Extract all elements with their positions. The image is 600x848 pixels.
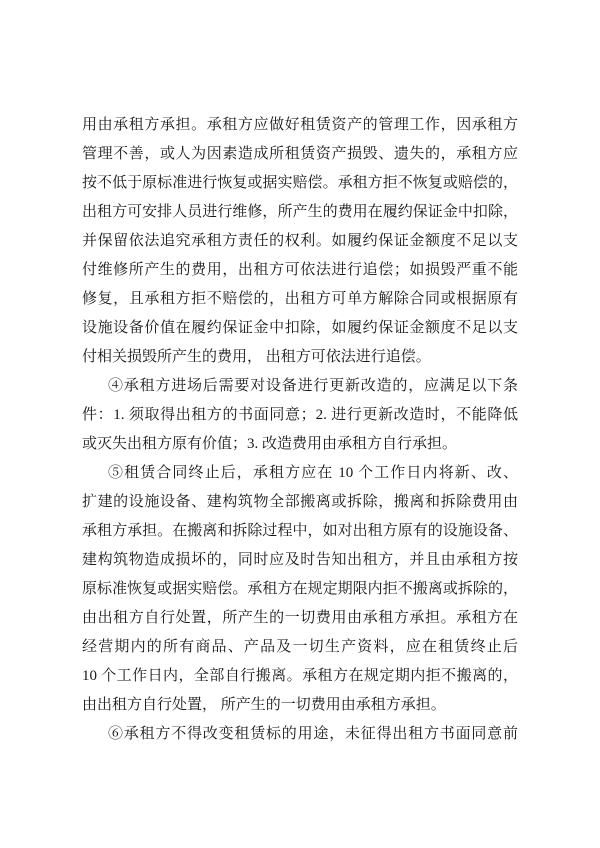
text-line: 设施设备价值在履约保证金中扣除，如履约保证金额度不足以支 [82, 320, 518, 336]
text-line-clause-6-start: ⑥承租方不得改变租赁标的用途，未征得出租方书面同意前 [108, 726, 518, 742]
text-line-clause-4-start: ④承租方进场后需要对设备进行更新改造的，应满足以下条 [108, 378, 518, 394]
text-line-clause-5-start: ⑤租赁合同终止后，承租方应在 10 个工作日内将新、改、 [108, 465, 518, 481]
text-line: 原标准恢复或据实赔偿。承租方在规定期限内拒不搬离或拆除的， [82, 581, 518, 597]
text-line: 10 个工作日内，全部自行搬离。承租方在规定期内拒不搬离的， [82, 668, 518, 684]
text-line-paragraph-end: 付相关损毁所产生的费用， 出租方可依法进行追偿。 [82, 349, 431, 365]
text-line-paragraph-end: 由出租方自行处置， 所产生的一切费用由承租方承担。 [82, 697, 446, 713]
text-line: 扩建的设施设备、建构筑物全部搬离或拆除，搬离和拆除费用由 [82, 494, 518, 510]
text-line: 并保留依法追究承租方责任的权利。如履约保证金额度不足以支 [82, 233, 518, 249]
text-line: 付维修所产生的费用，出租方可依法进行追偿；如损毁严重不能 [82, 262, 518, 278]
text-line: 件：1. 须取得出租方的书面同意；2. 进行更新改造时，不能降低 [82, 407, 518, 423]
text-line: 按不低于原标准进行恢复或据实赔偿。承租方拒不恢复或赔偿的， [82, 175, 518, 191]
text-line: 承租方承担。在搬离和拆除过程中，如对出租方原有的设施设备、 [82, 523, 518, 539]
text-line: 修复，且承租方拒不赔偿的，出租方可单方解除合同或根据原有 [82, 291, 518, 307]
text-line-paragraph-end: 或灭失出租方原有价值；3. 改造费用由承租方自行承担。 [82, 436, 458, 452]
text-line: 用由承租方承担。承租方应做好租赁资产的管理工作，因承租方 [82, 117, 518, 133]
text-line: 建构筑物造成损坏的，同时应及时告知出租方，并且由承租方按 [82, 552, 518, 568]
text-line: 出租方可安排人员进行维修，所产生的费用在履约保证金中扣除， [82, 204, 518, 220]
text-line: 由出租方自行处置，所产生的一切费用由承租方承担。承租方在 [82, 610, 518, 626]
text-line: 经营期内的所有商品、产品及一切生产资料，应在租赁终止后 [82, 639, 518, 655]
contract-text-block [82, 111, 518, 749]
text-line: 管理不善，或人为因素造成所租赁资产损毁、遗失的，承租方应 [82, 146, 518, 162]
